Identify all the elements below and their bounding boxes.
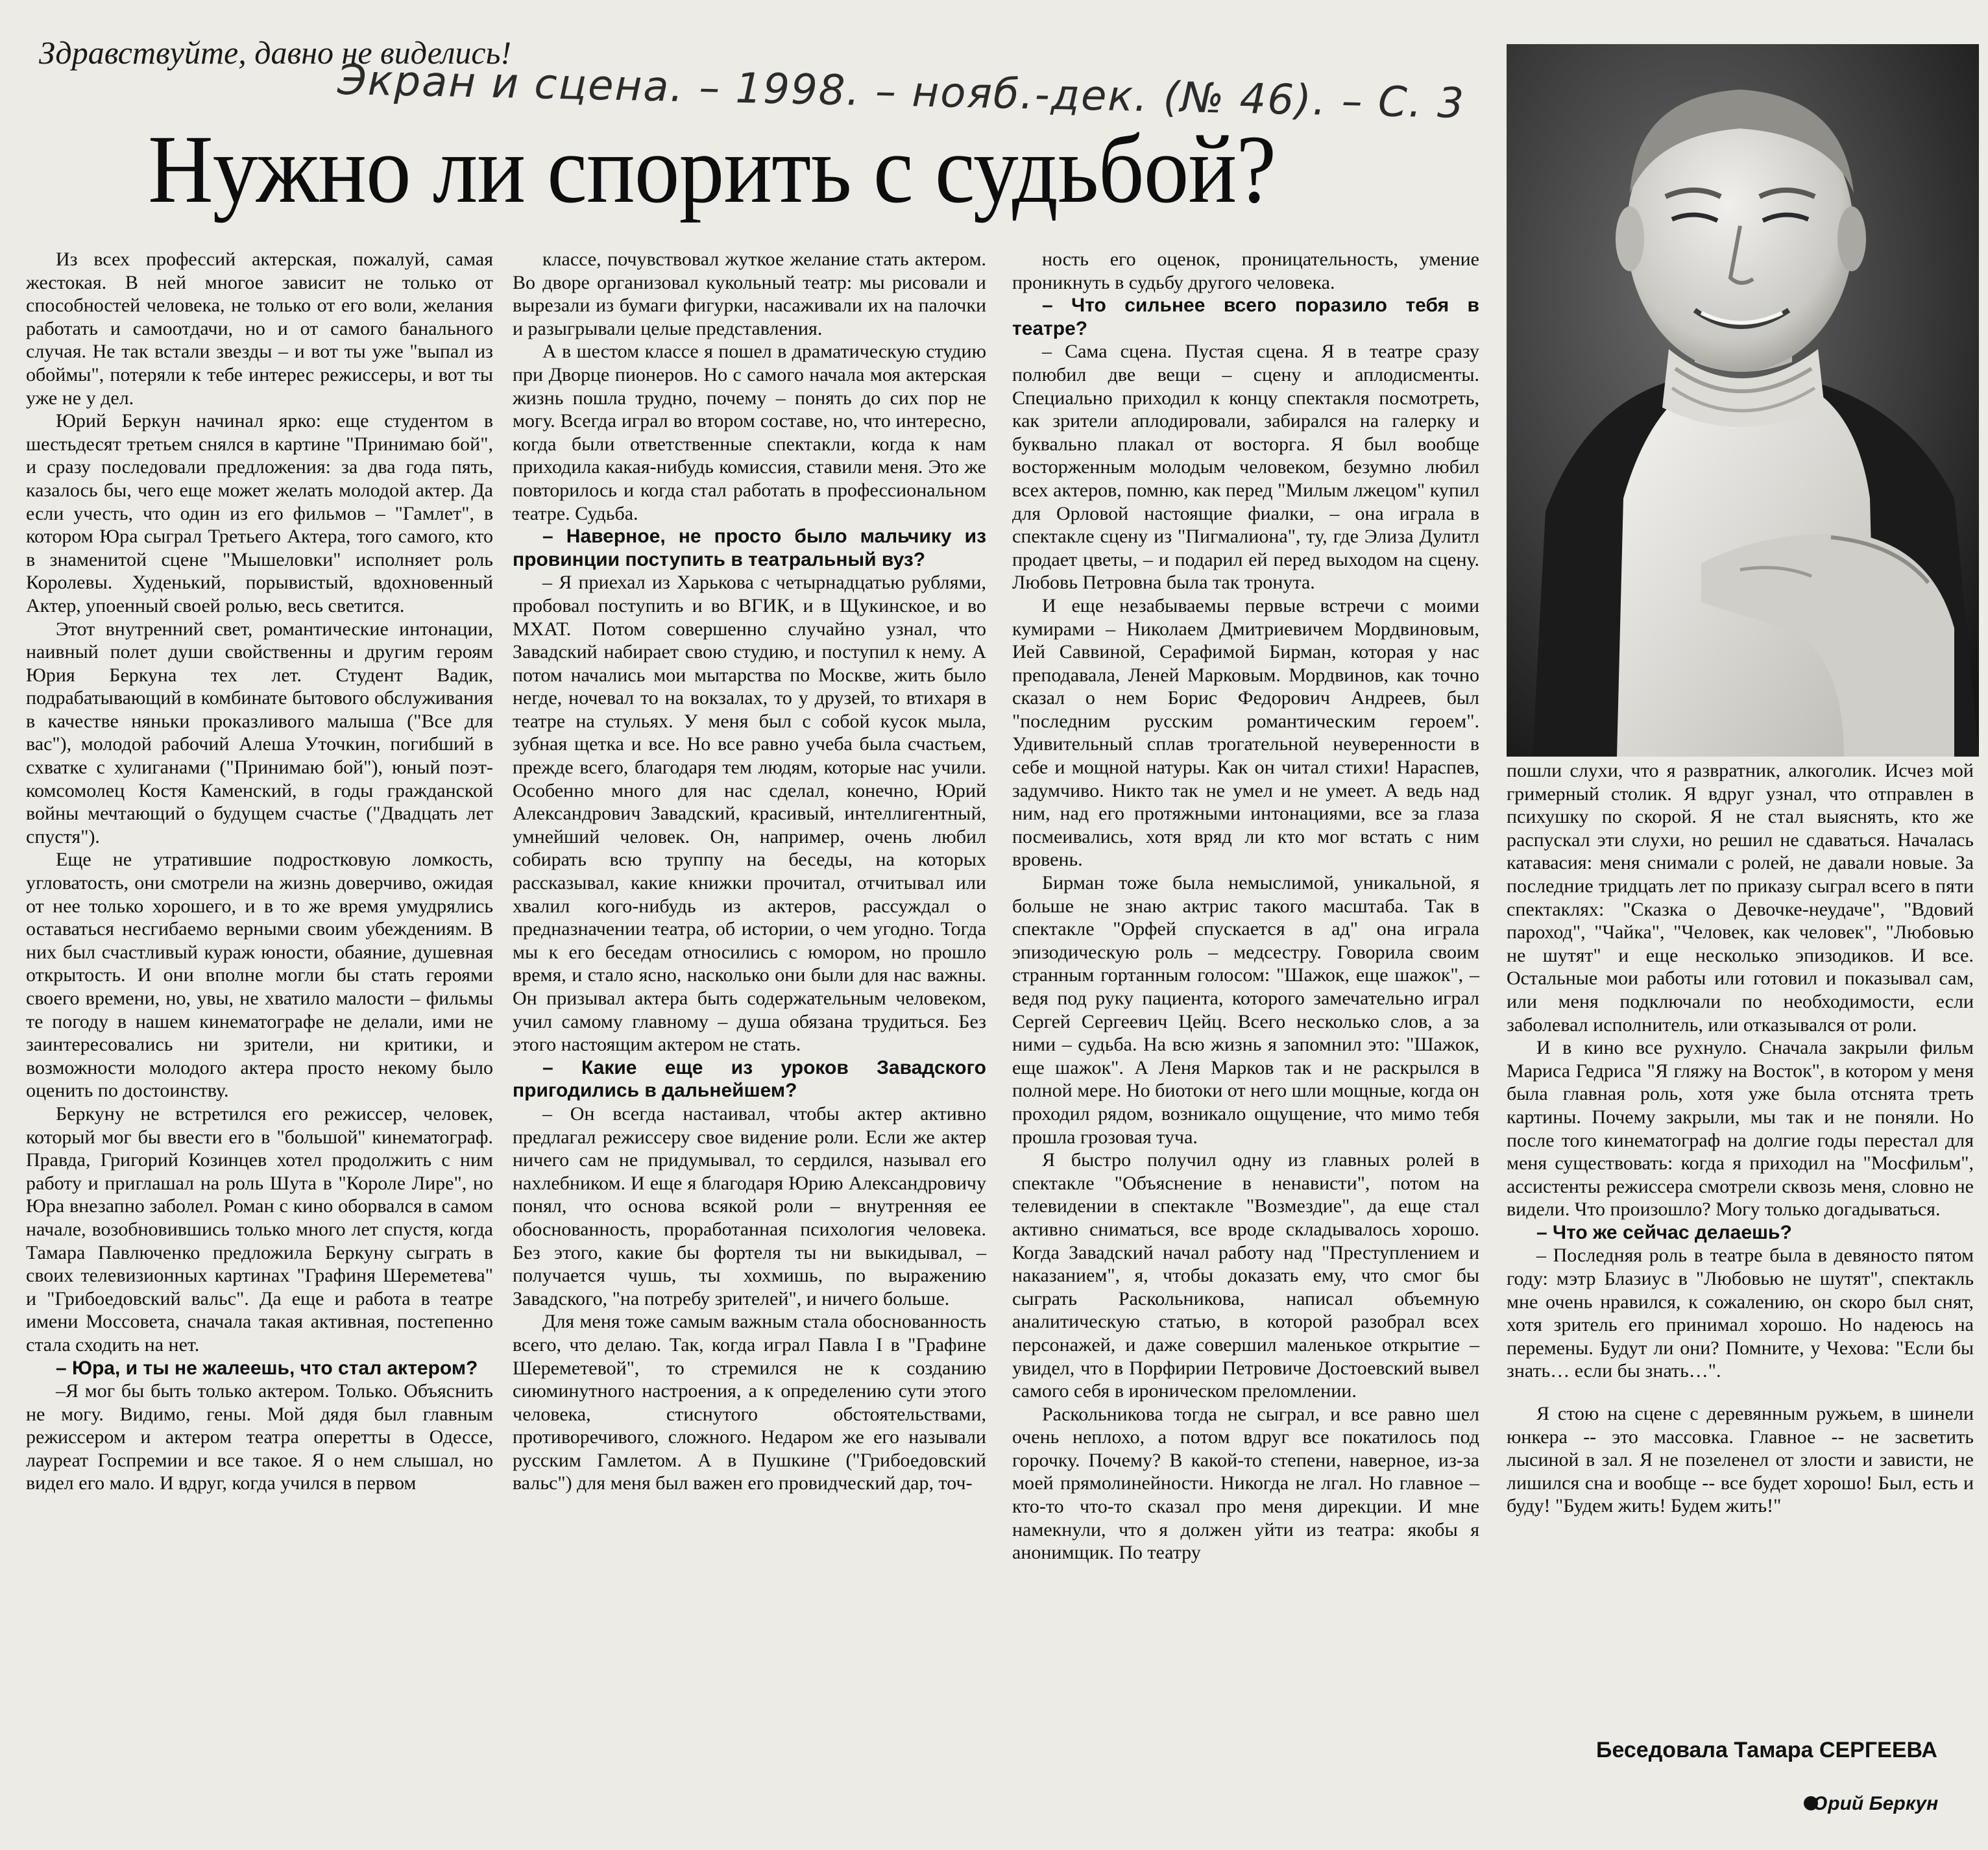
- article-paragraph: Этот внутренний свет, романтические интонации, наивный полет души свойственны и другим героям Юрия Беркуна тех лет. Студент Вадик, подрабатывающий в комбинате бытового обслуживания в качестве няньки прокaзливого малыша ("Все для вас"), молодой рабочий Алеша Уточкин, погибший в схватке с хулиганами ("Принимаю бой"), юный поэт-комсомолец Костя Каменский, в годы гражданской войны мечтающий о будущем счастье ("Двадцать лет спустя").: [26, 618, 493, 847]
- article-paragraph: Беркуну не встретился его режиссер, человек, который мог бы ввести его в "большой" кинематограф. Правда, Григорий Козинцев хотел продолжить с ним работу и приглашал на роль Шута в "Короле Лире", но Юра внезапно заболел. Роман с кино оборвался в самом начале, возобновившись только много лет спустя, когда Тамара Павлюченко предложила Беркуну сыграть в своих телевизионных картинах "Графиня Шереметева" и "Грибоедовский вальс". Да еще и работа в театре имени Моссовета, сначала такая активная, постепенно стала сходить на нет.: [26, 1102, 493, 1356]
- article-paragraph: – Последняя роль в театре была в девяносто пятом году: мэтр Блазиус в "Любовью не шутят", спектакль мне очень нравился, к сожалению, он скоро был снят, хотя зритель его принимал хорошо. Но надеюсь на перемены. Будут ли они? Помните, у Чехова: "Если бы знать… если бы знать…".: [1507, 1245, 1974, 1382]
- article-paragraph: Для меня тоже самым важным стала обоснованность всего, что делаю. Так, когда играл Павла I в "Графине Шереметевой", то стремился не к созданию сиюминутного настроения, а к определению сути этого человека, стиснутого обстоятельствами, противоречивого, сложного. Недаром же его называли русским Гамлетом. А в Пушкине ("Грибоедовский вальс") для меня был важен его провидческий дар, точ-: [513, 1311, 986, 1494]
- handwritten-source-note: Экран и сцена. – 1998. – нояб.-дек. (№ 46). – С. 3: [337, 56, 1466, 128]
- article-paragraph: Я стою на сцене с деревянным ружьем, в шинели юнкера -- это массовка. Главное -- не засветить лысиной в зал. Я не позеленел от злости и зависти, не лишился сна и вообще -- все будет хорошо! Был, есть и буду! "Будем жить! Будем жить!": [1507, 1403, 1974, 1517]
- interview-question: – Какие еще из уроков Завадского пригодились в дальнейшем?: [513, 1056, 986, 1102]
- article-paragraph: А в шестом классе я пошел в драматическую студию при Дворце пионеров. Но с самого начала моя актерская жизнь пошла трудно, почему – понять до сих пор не могу. Всегда играл во втором составе, но, что интересно, когда были ответственные спектакли, когда к нам приходила какая-нибудь комиссия, ставили меня. Это же повторилось и когда стал работать в профессиональном театре. Судьба.: [513, 341, 986, 524]
- photo-caption: Юрий Беркун: [1808, 1793, 1939, 1814]
- article-paragraph: Юрий Беркун начинал ярко: еще студентом в шестьдесят третьем снялся в картине "Принимаю бой", и сразу последовали предложения: за два года пять, казалось бы, чего еще может желать молодой актер. Да если учесть, что один из его фильмов – "Гамлет", в котором Юра сыграл Третьего Актера, того самого, кто в знаменитой сцене "Мышеловки" исполняет роль Королевы. Худенький, порывистый, вдохновенный Актер, упоенный своей ролью, весь светится.: [26, 410, 493, 616]
- interviewer-credit: Беседовала Тамара СЕРГЕЕВА: [1596, 1738, 1937, 1762]
- article-headline: Нужно ли спорить с судьбой?: [148, 116, 1276, 223]
- article-paragraph: классе, почувствовал жуткое желание стать актером. Во дворе организовал кукольный театр: мы рисовали и вырезали из бумаги фигурки, насаживали их на палочки и разыгрывали целые представления.: [513, 249, 986, 339]
- article-paragraph: – Сама сцена. Пустая сцена. Я в театре сразу полюбил две вещи – сцену и аплодисменты. Специально приходил к концу спектакля посмотреть, как зрители аплодировали, забирался на галерку и буквально плакал от восторга. Я был вообще восторженным молодым человеком, безумно любил всех актеров, помню, как перед "Милым лжецом" купил для Орловой настоящие фиалки, – она играла в спектакле сцену из "Пигмалиона", ту, где Элиза Дулитл продает цветы, – и подарил ей перед выходом на сцену. Любовь Петровна была так тронута.: [1012, 341, 1479, 594]
- article-paragraph: Бирман тоже была немыслимой, уникальной, я больше не знаю актрис такого масштаба. Так в спектакле "Орфей спускается в ад" она играла эпизодическую роль – медсестру. Говорила своим странным гортанным голосом: "Шажок, еще шажок", – ведя под руку пациента, которого замечательно играл Сергей Сергеевич Цейц. Всего несколько слов, а за ними – судьба. На всю жизнь я запомнил это: "Шажок, еще шажок". А Леня Марков так и не раскрылся в полной мере. Но биотоки от него шли мощные, когда он проходил рядом, возникало ощущение, что мимо тебя прошла грозовая туча.: [1012, 872, 1479, 1148]
- article-column-3: [1012, 248, 1479, 1564]
- article-paragraph: И еще незабываемы первые встречи с моими кумирами – Николаем Дмитриевичем Мордвиновым, Ией Саввиной, Серафимой Бирман, которая у нас преподавала, Леней Марковым. Мордвинов, как точно сказал о нем Борис Федорович Андреев, был "последним русским романтическим героем". Удивительный сплав трогательной неуверенности в себе и мощной натуры. Как он читал стихи! Нараспев, задумчиво. Никто так не умел и не умеет. А ведь над ним, над его протяжными интонациями, все за глаза посмеивались, хотя вряд ли кто мог встать с ним вровень.: [1012, 594, 1479, 871]
- interview-question: – Наверное, не просто было мальчику из провинции поступить в театральный вуз?: [513, 526, 986, 570]
- article-paragraph: –Я мог бы быть только актером. Только. Объяснить не могу. Видимо, гены. Мой дядя был главным режиссером и актером театра оперетты в Одессе, лауреат Госпремии и все такое. Я о нем слышал, но видел его мало. И вдруг, когда учился в первом: [26, 1380, 493, 1494]
- article-paragraph: – Он всегда настаивал, чтобы актер активно предлагал режиссеру свое видение роли. Если же актер ничего сам не придумывал, то сердился, называл его нахлебником. И еще я благодаря Юрию Александровичу понял, что основа всякой роли – внутренняя ее обоснованность, проработанная психология человека. Без этого, какие бы фортеля ты ни выкидывал, – получается чушь, ты хохмишь, по выражению Завадского, "на потребу зрителей", и ничего больше.: [513, 1102, 986, 1309]
- article-paragraph: – Я приехал из Харькова с четырнадцатью рублями, пробовал поступить и во ВГИК, и в Щукинское, и во МХАТ. Потом совершенно случайно узнал, что Завадский набирает свою студию, и поступил к нему. А потом начались мои мытарства по Москве, жить было негде, ночевал то на вокзалах, то у друзей, то втихаря в театре на стульях. У меня был с собой кусок мыла, зубная щетка и все. Но все равно учеба была счастьем, прежде всего, благодаря тем людям, которые нас учили. Особенно много для нас сделал, конечно, Юрий Александрович Завадский, красивый, интеллигентный, умнейший человек. Он, например, очень любил собирать всю труппу на беседы, на которых рассказывал, какие книжки прочитал, отчитывал или хвалил кого-нибудь из актеров, рассуждал о предназначении театра, об истории, о чем угодно. Тогда мы к его беседам относились с юмором, но прошло время, и стало ясно, насколько они были для нас важны. Он призывал актера быть содержательным человеком, учил самому главному – душа обязана трудиться. Без этого настоящим актером не стать.: [513, 572, 986, 1056]
- rubric-kicker: Здравствуйте, давно не виделись!: [39, 34, 512, 71]
- article-paragraph: Еще не утратившие подростковую ломкость, угловатость, они смотрели на жизнь доверчиво, ожидая от нее только хорошего, и в то же время умудрялись оставаться несгибаемо верными своим убеждениям. В них был счастливый кураж юности, обаяние, душевная открытость. И они вполне могли бы стать героями своего времени, но, увы, не хватило малости – фильмы те погоду в нашем кинематографе не делали, ими не заинтересовались ни зрители, ни критики, и возможности молодого актера просто некому было оценить по достоинству.: [26, 849, 493, 1102]
- article-column-1: [26, 248, 493, 1495]
- article-paragraph: Из всех профессий актерская, пожалуй, самая жестокая. В ней многое зависит не только от способностей человека, не только от его воли, желания работать и самоотдачи, но и от самого банального случая. Не так встали звезды – и вот ты уже "выпал из обоймы", потеряли к тебе интерес режиссеры, и вот ты уже не у дел.: [26, 249, 493, 409]
- article-paragraph: И в кино все рухнуло. Сначала закрыли фильм Мариса Гедриса "Я гляжу на Восток", в котором у меня была главная роль, хотя уже была отснята треть картины. Почему закрыли, мы так и не поняли. Но после того кинематограф на долгие годы перестал для меня существовать: когда я приходил на "Мосфильм", ассистенты режиссера смотрели сквозь меня, словно не видели. Что произошло? Могу только догадываться.: [1507, 1037, 1974, 1221]
- interview-question: – Юра, и ты не жалеешь, что стал актером?: [56, 1357, 478, 1379]
- portrait-photo: [1507, 44, 1979, 757]
- article-paragraph: Я быстро получил одну из главных ролей в спектакле "Объяснение в ненависти", потом на телевидении в спектакле "Возмездие", да еще стал активно сниматься, все вроде складывалось хорошо. Когда Завадский начал работу над "Преступлением и наказанием", я, чтобы доказать ему, что смог бы сыграть Раскольникова, написал объемную аналитическую статью, в которой разобрал всех персонажей, и даже совершил маленькое открытие – увидел, что в Порфирии Петровиче Достоевский вывел самого себя в ироническом преломлении.: [1012, 1149, 1479, 1402]
- article-paragraph: Раскольникова тогда не сыграл, и все равно шел очень неплохо, а потом вдруг все покатилось под горочку. Почему? В какой-то степени, наверное, из-за моей прямолинейности. Никогда не лгал. Но главное – кто-то что-то сказал про меня дирекции. И мне намекнули, что я должен уйти из театра: якобы я анонимщик. По театру: [1012, 1403, 1479, 1564]
- article-paragraph: пошли слухи, что я развратник, алкоголик. Исчез мой гримерный столик. Я вдруг узнал, что отправлен в психушку по скорой. Я не стал выяснять, кто же распускал эти слухи, но решил не сдаваться. Началась катавасия: меня снимали с ролей, не давали новые. За последние тридцать лет по приказу сыграл всего в пяти спектаклях: "Сказка о Девочке-неудаче", "Вдовий пароход", "Чайка", "Человек, как человек", "Любовью не шутят" и еще несколько эпизодиков. И все. Остальные мои работы или готовил и показывал сам, или меня подключали по необходимости, если заболевал исполнитель, или отказывался от роли.: [1507, 760, 1974, 1036]
- portrait-illustration: [1507, 44, 1979, 757]
- article-column-4: [1507, 759, 1974, 1518]
- interview-question: – Что сильнее всего поразило тебя в театре?: [1012, 295, 1479, 339]
- interview-question: – Что же сейчас делаешь?: [1536, 1221, 1792, 1243]
- article-paragraph: ность его оценок, проницательность, умение проникнуть в судьбу другого человека.: [1012, 249, 1479, 293]
- article-column-2: [513, 248, 986, 1495]
